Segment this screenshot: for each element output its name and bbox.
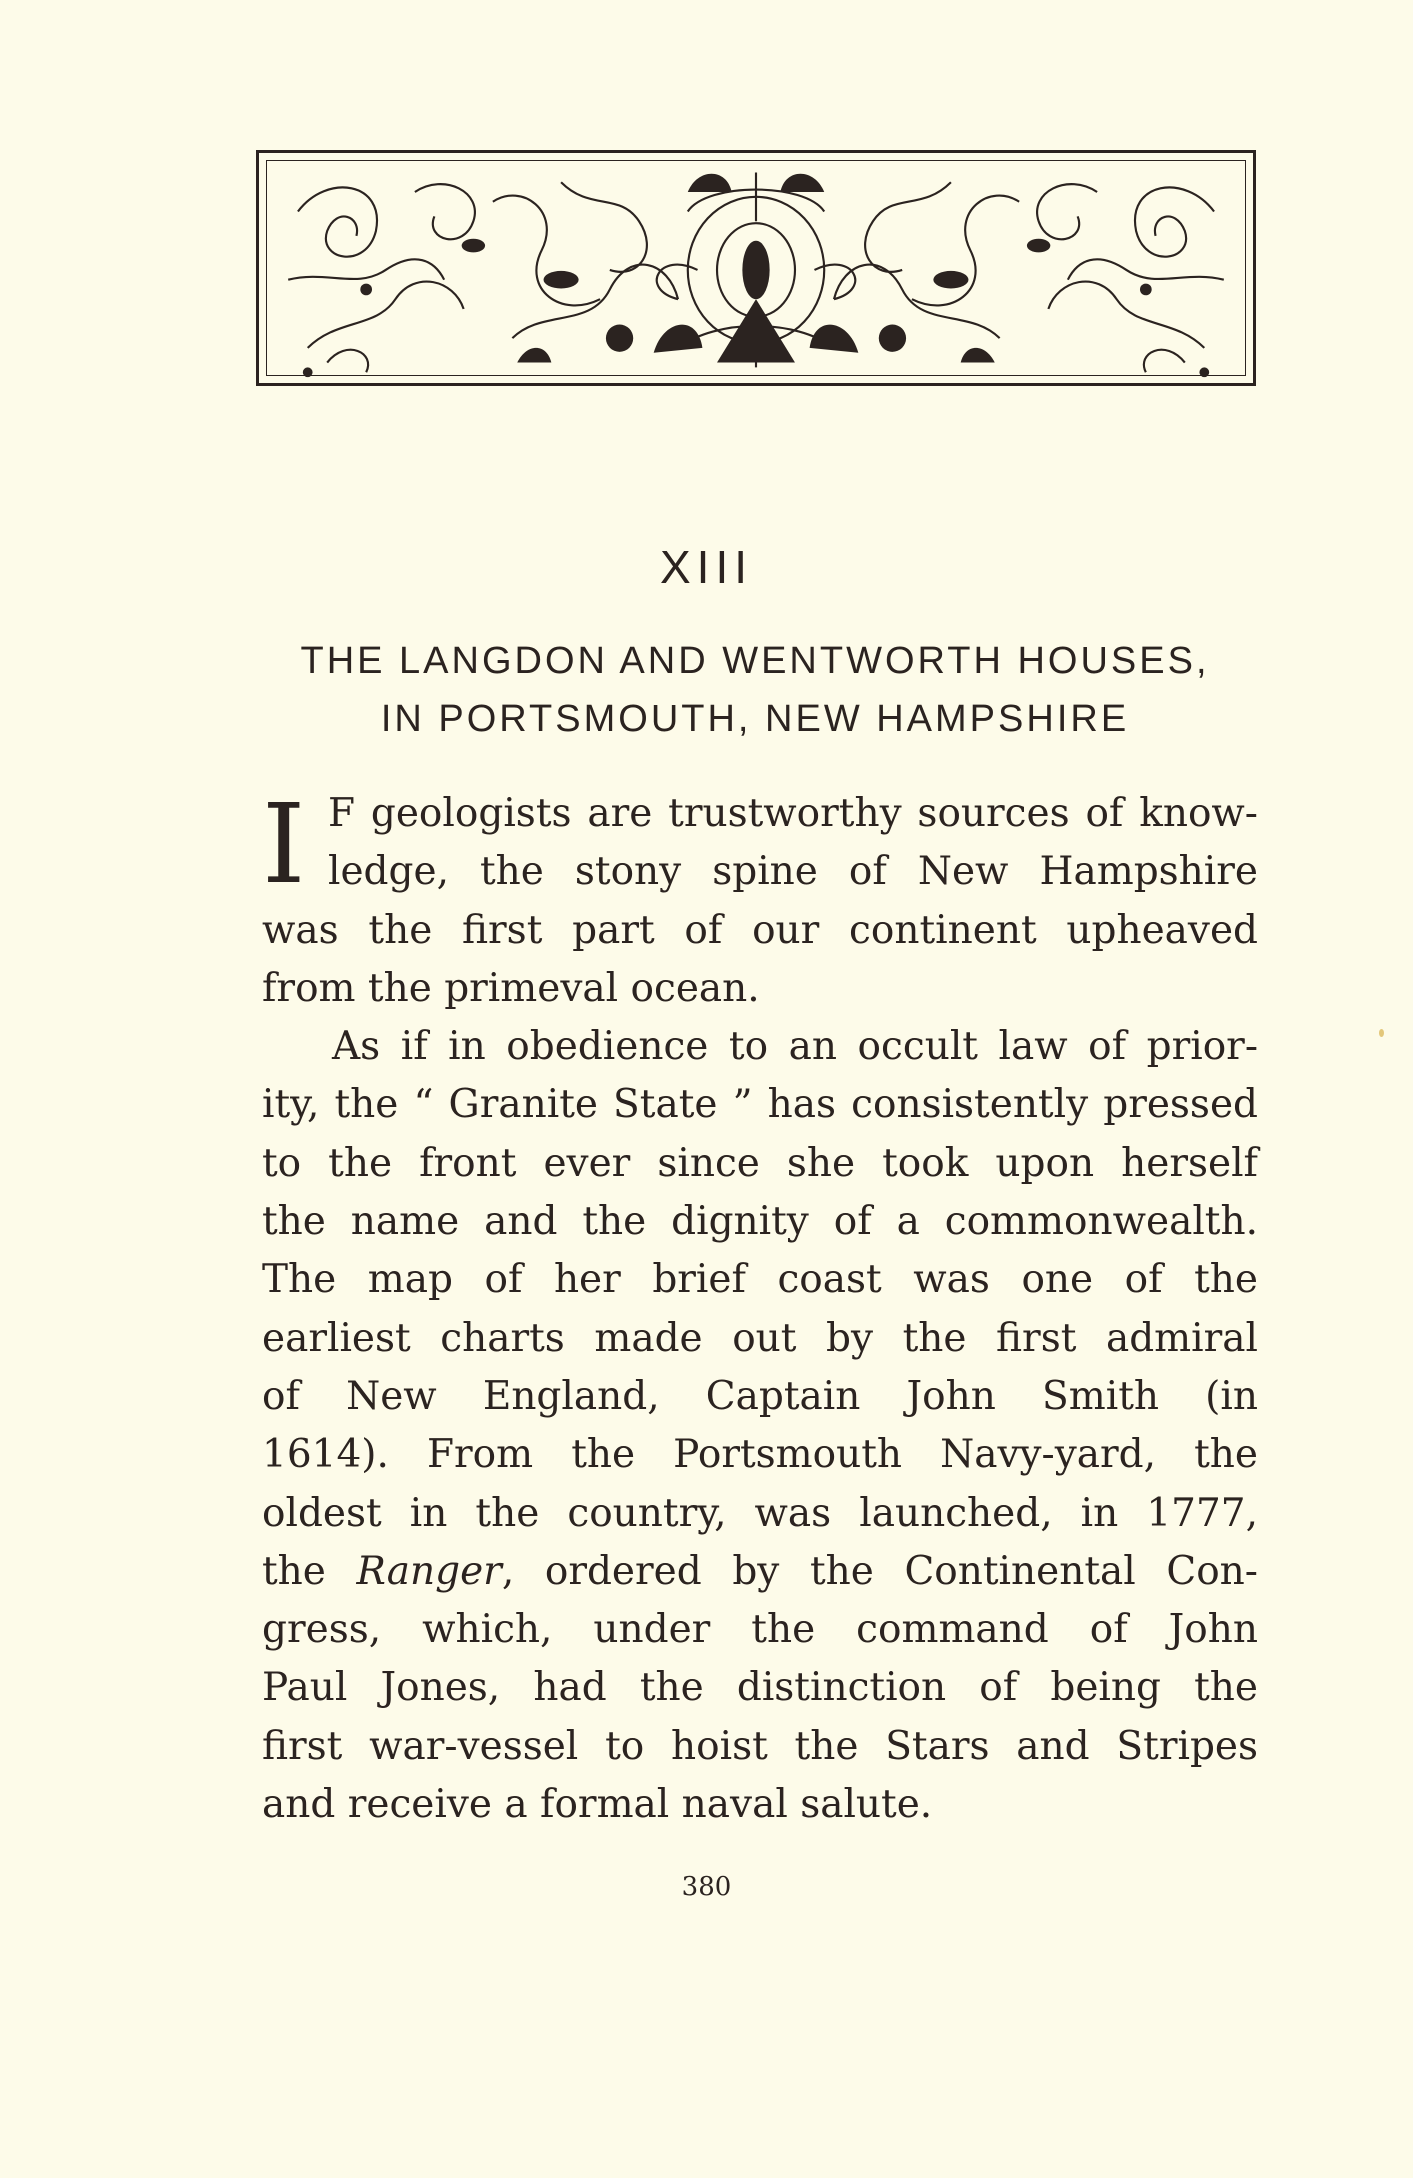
text-line: As if in obedience to an occult law of prior- (332, 1024, 1258, 1070)
text-line: of New England, Captain John Smith (in (262, 1373, 1258, 1419)
chapter-title-line: IN PORTSMOUTH, NEW HAMPSHIRE (380, 698, 1130, 740)
text-line: the name and the dignity of a commonwealth. (262, 1199, 1258, 1245)
floral-ornament-icon (259, 153, 1253, 383)
text-line: oldest in the country, was launched, in 1777, (262, 1490, 1258, 1536)
page-number: 380 (681, 1872, 732, 1902)
body-text (262, 780, 1258, 1834)
text-line: ledge, the stony spine of New Hampshire (328, 849, 1258, 895)
text-fragment: , ordered by the Continental Con- (501, 1548, 1258, 1594)
text-line: to the front ever since she took upon herself (262, 1140, 1258, 1186)
text-line: Paul Jones, had the distinction of being the (262, 1665, 1258, 1711)
ornamental-headpiece (256, 150, 1256, 386)
text-line: was the first part of our continent upheaved (262, 907, 1258, 953)
text-line: and receive a formal naval salute. (262, 1782, 933, 1828)
text-fragment: the (262, 1548, 357, 1594)
text-line: gress, which, under the command of John (262, 1607, 1258, 1653)
text-line: first war-vessel to hoist the Stars and Stripes (262, 1723, 1258, 1769)
chapter-number: XIII (659, 541, 754, 593)
text-line: 1614). From the Portsmouth Navy-yard, the (262, 1432, 1258, 1478)
text-line: ity, the “ Granite State ” has consistently pressed (262, 1082, 1258, 1128)
ship-name: Ranger (356, 1548, 502, 1594)
chapter-title (240, 632, 1270, 748)
text-line: F geologists are trustworthy sources of know- (328, 791, 1258, 836)
text-line (262, 1543, 1258, 1601)
drop-cap: I (262, 780, 306, 908)
text-line: earliest charts made out by the first admiral (262, 1315, 1258, 1361)
text-line: from the primeval ocean. (262, 965, 760, 1011)
chapter-title-line: THE LANGDON AND WENTWORTH HOUSES, (300, 640, 1210, 682)
paper-blemish (1379, 1029, 1384, 1037)
text-line: The map of her brief coast was one of the (262, 1257, 1258, 1303)
